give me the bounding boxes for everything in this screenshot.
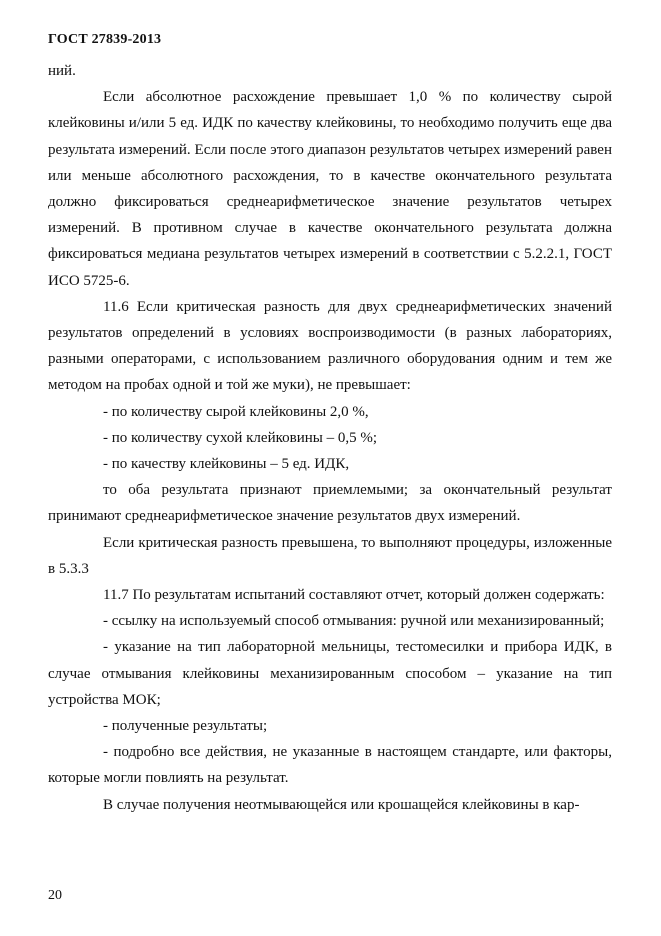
paragraph: 11.6 Если критическая разность для двух среднеарифметических значений результатов определений в условиях воспроизводимости (в разных лабораториях, разными операторами, с использованием различного оборудования одним и тем же методом на пробах одной и той же муки), не превышает:: [48, 298, 612, 394]
paragraph: 11.7 По результатам испытаний составляют отчет, который должен содержать:: [103, 587, 605, 604]
list-item: - полученные результаты;: [103, 718, 268, 735]
document-header: ГОСТ 27839-2013: [48, 32, 162, 47]
document-body: [48, 58, 612, 818]
paragraph: В случае получения неотмывающейся или крошащейся клейковины в кар-: [103, 796, 580, 813]
page-number: 20: [48, 888, 62, 903]
paragraph: то оба результата признают приемлемыми; за окончательный результат принимают среднеарифметическое значение результатов двух измерений.: [48, 482, 612, 525]
list-item: - ссылку на используемый способ отмывания: ручной или механизированный;: [103, 613, 605, 630]
list-item: - по количеству сухой клейковины – 0,5 %;: [103, 429, 377, 446]
paragraph: ний.: [48, 63, 76, 79]
list-item: - указание на тип лабораторной мельницы, тестомесилки и прибора ИДК, в случае отмывания клейковины механизированным способом – указание на тип устройства МОК;: [48, 639, 612, 708]
paragraph: Если критическая разность превышена, то выполняют процедуры, изложенные в 5.3.3: [48, 534, 612, 577]
list-item: - по качеству клейковины – 5 ед. ИДК,: [103, 456, 350, 473]
list-item: - по количеству сырой клейковины 2,0 %,: [103, 403, 369, 420]
paragraph: Если абсолютное расхождение превышает 1,0 % по количеству сырой клейковины и/или 5 ед. ИДК по качеству клейковины, то необходимо получить еще два результата измерений. Если после этого диапазон результатов четырех измерений равен или меньше абсолютного расхождения, то в качестве окончательного результата должно фиксироваться среднеарифметическое значение результатов четырех измерений. В противном случае в качестве окончательного результата должна фиксироваться медиана результатов четырех измерений в соответствии с 5.2.2.1, ГОСТ ИСО 5725-6.: [48, 89, 612, 289]
list-item: - подробно все действия, не указанные в настоящем стандарте, или факторы, которые могли повлиять на результат.: [48, 744, 612, 787]
